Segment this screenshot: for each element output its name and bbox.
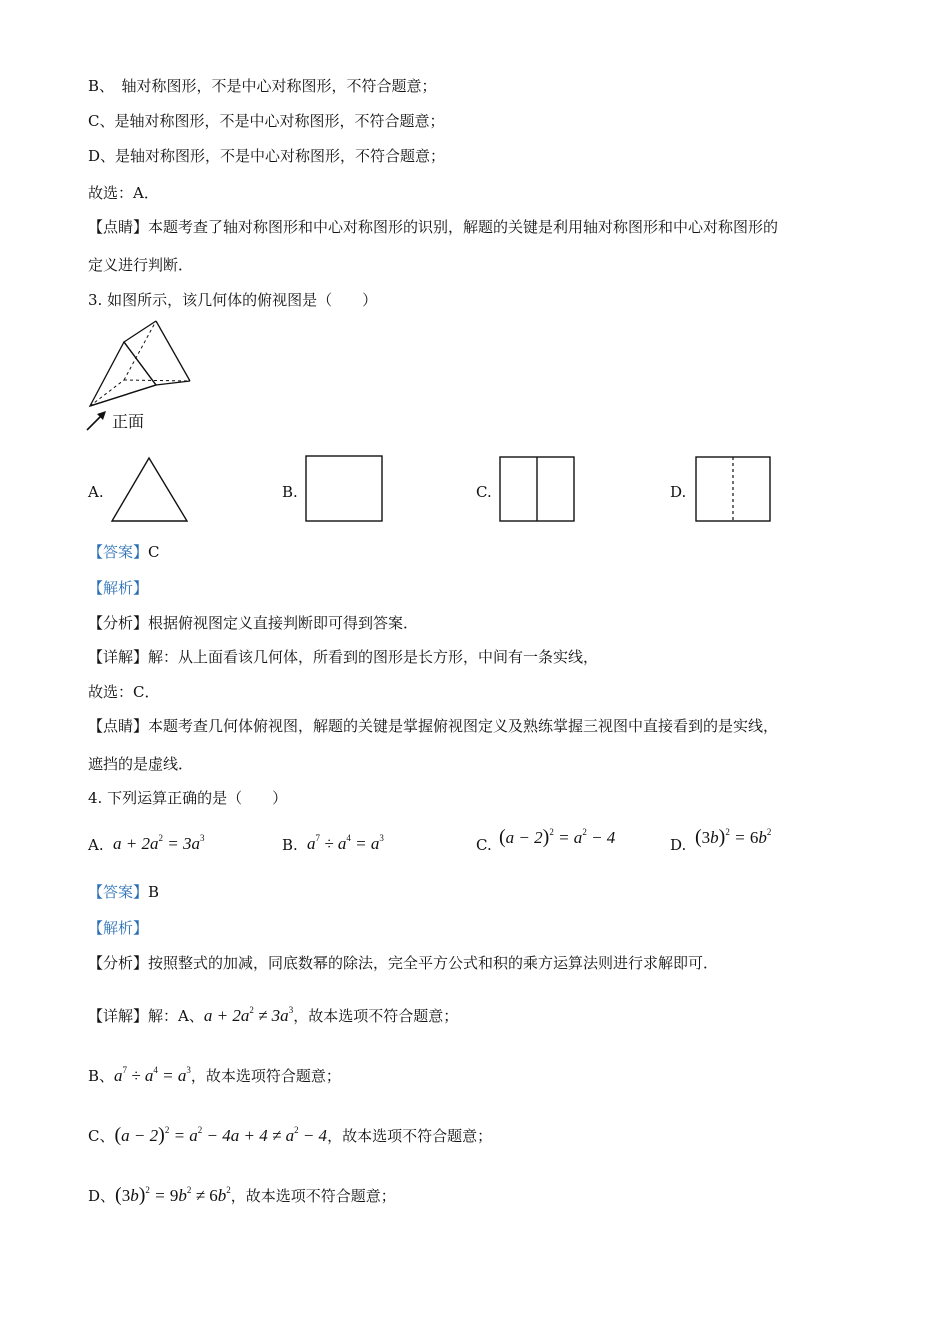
q2-comment-cont: 定义进行判断． [88, 256, 194, 274]
xiangjie-prefix: 解：A、 [148, 1007, 204, 1025]
q4-option-d-formula: $(3b)^2 = 6b^2$ [695, 826, 772, 848]
q3-analysis-tag: 【解析】 [88, 579, 149, 597]
q4-xiangjie-c [88, 1120, 492, 1146]
q4-fenxi [88, 953, 718, 973]
fenxi-text: 根据俯视图定义直接判断即可得到答案． [148, 614, 419, 632]
q4-answer [88, 882, 159, 902]
xiangjie-suffix: ，故本选项不符合题意； [293, 1007, 459, 1025]
xiangjie-prefix: C、 [88, 1127, 115, 1145]
q4-xiangjie-b [88, 1060, 341, 1086]
q3-xiangjie [88, 647, 598, 667]
q2-line-b: B、 轴对称图形，不是中心对称图形，不符合题意； [88, 77, 437, 95]
q3-option-c-rectangle [499, 456, 579, 524]
xiangjie-a-formula: $a + 2a^2 \ne 3a^3$ [203, 1005, 294, 1025]
xiangjie-tag: 【详解】 [88, 648, 149, 666]
q3-comment [88, 716, 778, 736]
comment-text: 本题考查几何体俯视图，解题的关键是掌握俯视图定义及熟练掌握三视图中直接看到的是实线， [148, 717, 779, 735]
q4-option-c-label: C. [476, 836, 492, 854]
q3-choice: 故选：C． [88, 683, 160, 701]
q3-option-d-label: D. [670, 483, 687, 501]
q3-comment-cont: 遮挡的是虚线． [88, 755, 194, 773]
q3-option-b-label: B. [282, 483, 298, 501]
q3-option-d-rectangle [695, 456, 775, 524]
q4-option-a-label: A. [88, 836, 104, 854]
xiangjie-suffix: ，故本选项符合题意； [190, 1067, 341, 1085]
q3-option-a-label: A. [88, 483, 104, 501]
xiangjie-tag: 【详解】 [88, 1007, 149, 1025]
xiangjie-prefix: D、 [88, 1187, 116, 1205]
q3-option-a-triangle [110, 456, 190, 524]
q2-line-c: C、是轴对称图形，不是中心对称图形，不符合题意； [88, 112, 445, 130]
answer-tag: 【答案】 [88, 883, 149, 901]
q3-fenxi [88, 613, 418, 633]
q4-stem: 4. 下列运算正确的是（ ） [88, 789, 288, 807]
fenxi-tag: 【分析】 [88, 614, 149, 632]
q4-xiangjie-a [88, 1000, 458, 1026]
q4-option-b-formula: $a^7 \div a^4 = a^3$ [307, 833, 384, 853]
answer-value: C [148, 543, 160, 561]
q4-option-d-label: D. [670, 836, 687, 854]
fenxi-tag: 【分析】 [88, 954, 149, 972]
q2-choice: 故选：A． [88, 184, 159, 202]
q4-option-b-label: B. [282, 836, 298, 854]
q4-option-c-formula: $(a - 2)^2 = a^2 - 4$ [499, 826, 616, 848]
xiangjie-d-formula: $(3b)^2 = 9b^2 \ne 6b^2$ [115, 1184, 231, 1206]
comment-tag: 【点睛】 [88, 717, 149, 735]
q3-option-c-label: C. [476, 483, 492, 501]
q2-line-d: D、是轴对称图形，不是中心对称图形，不符合题意； [88, 147, 446, 165]
answer-value: B [148, 883, 160, 901]
answer-tag: 【答案】 [88, 543, 149, 561]
xiangjie-b-formula: $a^7 \div a^4 = a^3$ [114, 1065, 191, 1085]
q4-option-a-formula: $a + 2a^2 = 3a^3$ [113, 833, 205, 853]
q3-option-b-square [305, 455, 385, 523]
xiangjie-c-formula: $(a - 2)^2 = a^2 - 4a + 4 \ne a^2 - 4$ [114, 1124, 328, 1146]
comment-tag: 【点睛】 [88, 218, 149, 236]
xiangjie-suffix: ，故本选项不符合题意； [327, 1127, 493, 1145]
q4-analysis-tag: 【解析】 [88, 919, 149, 937]
xiangjie-prefix: B、 [88, 1067, 115, 1085]
q4-xiangjie-d [88, 1180, 396, 1206]
comment-text: 本题考查了轴对称图形和中心对称图形的识别，解题的关键是利用轴对称图形和中心对称图形的 [148, 218, 779, 236]
xiangjie-text: 解：从上面看该几何体，所看到的图形是长方形，中间有一条实线， [148, 648, 599, 666]
q3-stem: 3. 如图所示，该几何体的俯视图是（ ） [88, 291, 378, 309]
xiangjie-suffix: ，故本选项不符合题意； [230, 1187, 396, 1205]
q2-comment [88, 217, 778, 237]
q3-answer [88, 542, 160, 562]
fenxi-text: 按照整式的加减，同底数幂的除法，完全平方公式和积的乘方运算法则进行求解即可． [148, 954, 719, 972]
front-label: 正面 [112, 412, 145, 431]
